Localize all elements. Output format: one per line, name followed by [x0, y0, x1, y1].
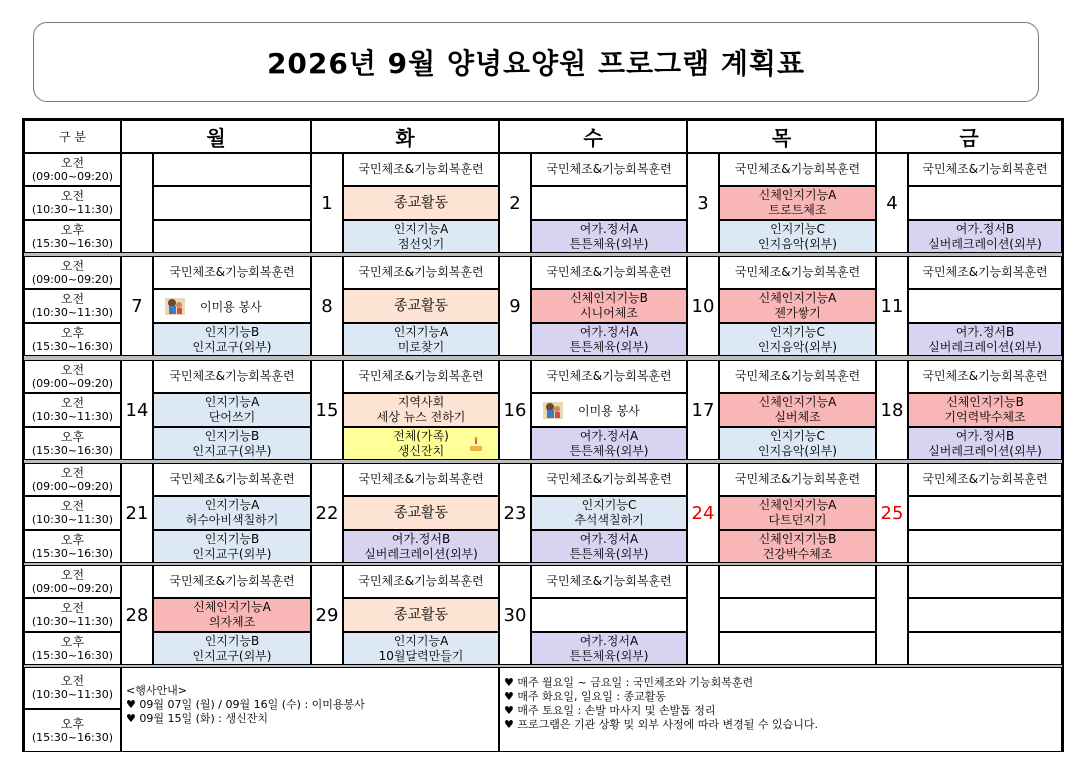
- program-cell: [908, 463, 1062, 496]
- time-slot-time: (10:30~11:30): [31, 688, 114, 701]
- program-text: 실버레크레이션(외부): [364, 546, 478, 561]
- program-cell: [719, 393, 876, 427]
- schedule-table: [22, 118, 1064, 752]
- program-cell: [343, 496, 499, 530]
- header-label-cell: [24, 120, 121, 153]
- title-box: [33, 22, 1039, 102]
- program-text: 건강박수체조: [762, 546, 833, 561]
- program-cell: [531, 463, 687, 496]
- date-number: 14: [125, 399, 149, 421]
- date-number: 1: [321, 192, 333, 214]
- program-text: 인지기능A: [393, 324, 449, 339]
- program-text: 인지기능B: [204, 428, 260, 443]
- program-cell: [153, 632, 311, 665]
- time-slot-cell: [24, 565, 121, 598]
- time-slot-cell: [24, 256, 121, 289]
- date-cell: [311, 463, 343, 563]
- program-cell: [343, 393, 499, 427]
- date-cell: [876, 153, 908, 253]
- program-text: 튼튼체육(외부): [569, 443, 649, 458]
- date-cell: [121, 360, 153, 460]
- program-text: 인지기능B: [204, 324, 260, 339]
- page-title: 2026년 9월 양녕요양원 프로그램 계획표: [266, 47, 806, 80]
- time-slot-time: (09:00~09:20): [31, 479, 114, 493]
- program-text: 실버체조: [774, 410, 821, 424]
- date-cell: [876, 463, 908, 563]
- program-text: 인지기능C: [770, 221, 825, 236]
- program-cell: [719, 186, 876, 220]
- program-cell: [719, 256, 876, 289]
- date-cell: [121, 153, 153, 253]
- time-slot-cell: [24, 632, 121, 665]
- program-text: 인지기능B: [204, 633, 260, 648]
- program-text: 허수아비색칠하기: [185, 513, 279, 527]
- date-number: 23: [503, 502, 527, 524]
- time-slot-time: (09:00~09:20): [31, 581, 114, 595]
- date-number: 25: [880, 502, 904, 524]
- time-slot-name: 오전: [60, 567, 85, 582]
- program-cell: [531, 427, 687, 460]
- program-text: 국민체조&기능회복훈련: [546, 369, 672, 383]
- program-text: 세상 뉴스 전하기: [376, 410, 466, 424]
- program-text: 10월달력만들기: [378, 648, 464, 663]
- program-text: 미로찾기: [397, 339, 445, 354]
- program-text: 신체인지기능B: [946, 395, 1024, 409]
- date-cell: [876, 360, 908, 460]
- date-number: 11: [880, 295, 904, 317]
- time-slot-name: 오전: [60, 189, 85, 203]
- program-text: 신체인지기능A: [758, 188, 837, 202]
- date-cell: [876, 256, 908, 356]
- date-cell: [687, 360, 719, 460]
- program-cell: [719, 289, 876, 323]
- program-text: 젠가쌓기: [774, 306, 821, 320]
- program-cell: [719, 632, 876, 665]
- time-slot-cell: [24, 289, 121, 323]
- program-text: 기억력박수체조: [944, 410, 1026, 424]
- program-cell: [908, 256, 1062, 289]
- program-cell: [719, 323, 876, 356]
- date-number: 30: [503, 604, 527, 626]
- header-day-label: 목: [771, 126, 792, 150]
- time-slot-cell: [24, 463, 121, 496]
- program-text: 국민체조&기능회복훈련: [358, 472, 484, 486]
- program-text: 인지음악(외부): [758, 443, 837, 458]
- time-slot-name: 오후: [60, 532, 85, 547]
- program-text: 인지기능C: [770, 428, 825, 443]
- program-text: 국민체조&기능회복훈련: [546, 162, 672, 176]
- footer-slot-pm: [24, 709, 121, 752]
- footer-slot-am: [24, 667, 121, 709]
- program-cell: [908, 496, 1062, 530]
- program-text: 튼튼체육(외부): [569, 546, 649, 561]
- program-cell: [908, 153, 1062, 186]
- event-item: ♥ 09월 15일 (화) : 생신잔치: [126, 712, 269, 725]
- program-cell: [719, 220, 876, 253]
- program-text: 다트던지기: [768, 513, 827, 527]
- program-text: 여가.정서B: [955, 221, 1015, 236]
- program-cell: [531, 565, 687, 598]
- program-text: 국민체조&기능회복훈련: [546, 574, 672, 588]
- date-cell: [687, 463, 719, 563]
- program-text: 국민체조&기능회복훈련: [734, 162, 861, 176]
- time-slot-name: 오전: [60, 499, 85, 513]
- events-box: [121, 667, 499, 752]
- time-slot-time: (10:30~11:30): [31, 615, 114, 628]
- note-item: ♥ 프로그램은 기관 상황 및 외부 사정에 따라 변경될 수 있습니다.: [504, 718, 818, 731]
- time-slot-name: 오후: [60, 222, 85, 237]
- program-text: 여가.정서B: [955, 324, 1015, 339]
- program-cell: [531, 393, 687, 427]
- time-slot-name: 오전: [60, 465, 85, 480]
- time-slot-cell: [24, 186, 121, 220]
- program-text: 종교활동: [393, 504, 449, 521]
- program-text: 이미용 봉사: [200, 299, 262, 314]
- date-cell: [499, 360, 531, 460]
- program-text: 인지음악(외부): [758, 236, 837, 251]
- program-text: 추석색칠하기: [574, 513, 644, 527]
- program-text: 국민체조&기능회복훈련: [734, 265, 861, 279]
- program-text: 국민체조&기능회복훈련: [358, 162, 484, 176]
- program-cell: [343, 632, 499, 665]
- program-text: 국민체조&기능회복훈련: [734, 369, 861, 383]
- time-slot-time: (10:30~11:30): [31, 306, 114, 319]
- hairdresser-icon: [542, 399, 564, 421]
- time-slot-cell: [24, 323, 121, 356]
- program-cell: [719, 427, 876, 460]
- program-text: 국민체조&기능회복훈련: [358, 265, 484, 279]
- program-cell: [343, 186, 499, 220]
- program-text: 국민체조&기능회복훈련: [169, 265, 295, 279]
- program-cell: [908, 632, 1062, 665]
- date-cell: [121, 256, 153, 356]
- time-slot-name: 오전: [60, 258, 85, 273]
- program-text: 실버레크레이션(외부): [928, 443, 1042, 458]
- date-number: 17: [691, 399, 715, 421]
- program-text: 여가.정서A: [579, 633, 639, 648]
- note-item: ♥ 매주 토요일 : 손발 마사지 및 손발톱 정리: [504, 704, 716, 717]
- program-cell: [908, 360, 1062, 393]
- program-cell: [908, 565, 1062, 598]
- program-text: 튼튼체육(외부): [569, 236, 649, 251]
- program-cell: [153, 530, 311, 563]
- program-text: 인지교구(외부): [192, 546, 272, 561]
- header-label: 구 분: [59, 130, 86, 144]
- date-number: 2: [509, 192, 521, 214]
- program-text: 여가.정서B: [391, 531, 451, 546]
- header-day-label: 금: [959, 126, 979, 150]
- program-cell: [531, 256, 687, 289]
- program-text: 인지기능A: [393, 633, 449, 648]
- program-text: 국민체조&기능회복훈련: [922, 162, 1048, 176]
- header-day-3: [499, 120, 687, 153]
- program-text: 국민체조&기능회복훈련: [169, 472, 295, 486]
- date-cell: [121, 463, 153, 563]
- time-slot-name: 오전: [60, 292, 85, 306]
- program-cell: [153, 393, 311, 427]
- program-cell: [719, 153, 876, 186]
- time-slot-time: (10:30~11:30): [31, 203, 114, 216]
- date-cell: [499, 463, 531, 563]
- program-cell: [719, 530, 876, 563]
- time-slot-time: (15:30~16:30): [31, 546, 114, 560]
- note-item: ♥ 매주 화요일, 일요일 : 종교활동: [504, 690, 667, 703]
- program-text: 신체인지기능B: [570, 291, 648, 305]
- program-cell: [153, 289, 311, 323]
- program-cell: [343, 598, 499, 632]
- time-slot-cell: [24, 530, 121, 563]
- program-cell: [531, 220, 687, 253]
- time-slot-name: 오전: [60, 396, 85, 410]
- program-text: 국민체조&기능회복훈련: [358, 369, 484, 383]
- program-text: 여가.정서A: [579, 428, 639, 443]
- program-text: 이미용 봉사: [578, 403, 640, 418]
- date-cell: [499, 565, 531, 665]
- program-text: 지역사회: [397, 395, 445, 409]
- program-cell: [908, 323, 1062, 356]
- program-text: 신체인지기능A: [758, 498, 837, 512]
- program-cell: [343, 463, 499, 496]
- program-text: 인지기능A: [204, 498, 260, 512]
- time-slot-time: (09:00~09:20): [31, 169, 114, 183]
- time-slot-time: (09:00~09:20): [31, 376, 114, 390]
- date-cell: [687, 153, 719, 253]
- time-slot-name: 오전: [60, 674, 85, 688]
- time-slot-time: (15:30~16:30): [31, 648, 114, 662]
- time-slot-cell: [24, 220, 121, 253]
- time-slot-name: 오후: [60, 716, 85, 731]
- notes-box: [499, 667, 1062, 752]
- program-cell: [343, 565, 499, 598]
- program-cell: [908, 289, 1062, 323]
- program-text: 인지교구(외부): [192, 648, 272, 663]
- time-slot-cell: [24, 496, 121, 530]
- header-day-1: [121, 120, 311, 153]
- program-cell: [153, 256, 311, 289]
- header-day-label: 화: [395, 126, 415, 150]
- program-cell: [719, 360, 876, 393]
- date-number: 16: [503, 399, 527, 421]
- program-text: 시니어체조: [580, 306, 638, 320]
- program-cell: [531, 598, 687, 632]
- date-cell: [499, 256, 531, 356]
- program-text: 국민체조&기능회복훈련: [546, 265, 672, 279]
- program-cell: [531, 186, 687, 220]
- program-cell: [531, 360, 687, 393]
- date-number: 3: [697, 192, 709, 214]
- time-slot-time: (15:30~16:30): [31, 339, 114, 353]
- time-slot-cell: [24, 153, 121, 186]
- program-text: 국민체조&기능회복훈련: [169, 369, 295, 383]
- program-text: 여가.정서A: [579, 324, 639, 339]
- time-slot-name: 오전: [60, 155, 85, 170]
- time-slot-name: 오전: [60, 601, 85, 615]
- program-cell: [908, 427, 1062, 460]
- date-number: 22: [315, 502, 339, 524]
- date-number: 7: [131, 295, 143, 317]
- program-cell: [153, 565, 311, 598]
- time-slot-time: (09:00~09:20): [31, 272, 114, 286]
- program-text: 생신잔치: [397, 443, 445, 458]
- program-text: 의자체조: [208, 615, 256, 629]
- date-cell: [311, 256, 343, 356]
- program-text: 인지교구(외부): [192, 443, 272, 458]
- time-slot-cell: [24, 598, 121, 632]
- date-cell: [876, 565, 908, 665]
- program-cell: [343, 289, 499, 323]
- program-cell: [531, 496, 687, 530]
- program-text: 신체인지기능A: [193, 600, 271, 614]
- program-text: 신체인지기능B: [758, 531, 837, 546]
- time-slot-name: 오후: [60, 325, 85, 340]
- program-text: 종교활동: [393, 194, 449, 211]
- program-text: 국민체조&기능회복훈련: [922, 265, 1048, 279]
- program-cell: [153, 427, 311, 460]
- time-slot-time: (15:30~16:30): [31, 236, 114, 250]
- hairdresser-icon: [164, 295, 186, 317]
- program-text: 인지기능A: [204, 395, 260, 409]
- events-title: <행사안내>: [126, 684, 187, 697]
- date-number: 18: [880, 399, 904, 421]
- time-slot-time: (10:30~11:30): [31, 513, 114, 526]
- program-text: 종교활동: [393, 297, 449, 314]
- program-text: 튼튼체육(외부): [569, 648, 649, 663]
- date-number: 9: [509, 295, 521, 317]
- header-day-label: 월: [206, 126, 226, 150]
- time-slot-name: 오전: [60, 362, 85, 377]
- program-cell: [719, 463, 876, 496]
- time-slot-cell: [24, 393, 121, 427]
- program-cell: [719, 565, 876, 598]
- program-text: 신체인지기능A: [758, 395, 837, 409]
- program-cell: [153, 598, 311, 632]
- program-cell: [153, 220, 311, 253]
- program-text: 인지기능C: [581, 498, 637, 512]
- program-text: 국민체조&기능회복훈련: [734, 472, 861, 486]
- time-slot-time: (15:30~16:30): [31, 730, 114, 744]
- program-text: 국민체조&기능회복훈련: [169, 574, 295, 588]
- program-cell: [343, 220, 499, 253]
- date-cell: [121, 565, 153, 665]
- date-cell: [499, 153, 531, 253]
- program-cell: [343, 530, 499, 563]
- time-slot-cell: [24, 360, 121, 393]
- program-cell: [153, 153, 311, 186]
- date-cell: [311, 153, 343, 253]
- program-cell: [153, 360, 311, 393]
- program-text: 국민체조&기능회복훈련: [358, 574, 484, 588]
- program-text: 점선잇기: [397, 236, 445, 251]
- note-item: ♥ 매주 월요일 ~ 금요일 : 국민체조와 기능회복훈련: [504, 676, 754, 689]
- program-cell: [153, 323, 311, 356]
- header-day-5: [876, 120, 1062, 153]
- date-cell: [311, 360, 343, 460]
- program-text: 트로트체조: [768, 203, 827, 217]
- program-text: 국민체조&기능회복훈련: [922, 472, 1048, 486]
- time-slot-cell: [24, 427, 121, 460]
- date-number: 24: [691, 502, 715, 524]
- program-cell: [908, 393, 1062, 427]
- program-cell: [531, 530, 687, 563]
- program-text: 국민체조&기능회복훈련: [546, 472, 672, 486]
- program-text: 실버레크레이션(외부): [928, 236, 1042, 251]
- program-cell: [908, 598, 1062, 632]
- program-text: 튼튼체육(외부): [569, 339, 649, 354]
- program-cell: [343, 256, 499, 289]
- program-cell: [719, 598, 876, 632]
- date-cell: [687, 565, 719, 665]
- program-cell: [153, 186, 311, 220]
- program-text: 인지기능A: [393, 221, 449, 236]
- date-number: 15: [315, 399, 339, 421]
- date-number: 8: [321, 295, 333, 317]
- time-slot-time: (10:30~11:30): [31, 410, 114, 423]
- program-cell: [531, 323, 687, 356]
- program-text: 여가.정서B: [955, 428, 1015, 443]
- program-cell: [719, 496, 876, 530]
- program-text: 인지음악(외부): [758, 339, 837, 354]
- date-cell: [687, 256, 719, 356]
- header-day-2: [311, 120, 499, 153]
- program-cell: [343, 427, 499, 460]
- program-text: 인지교구(외부): [192, 339, 272, 354]
- date-number: 10: [691, 295, 715, 317]
- program-cell: [153, 463, 311, 496]
- program-text: 여가.정서A: [579, 221, 639, 236]
- program-cell: [908, 220, 1062, 253]
- date-number: 28: [125, 604, 149, 626]
- program-cell: [531, 153, 687, 186]
- program-text: 종교활동: [393, 606, 449, 623]
- date-number: 4: [886, 192, 898, 214]
- time-slot-time: (15:30~16:30): [31, 443, 114, 457]
- program-text: 전체(가족): [393, 428, 449, 443]
- program-text: 인지기능C: [770, 324, 825, 339]
- header-day-label: 수: [583, 126, 603, 150]
- date-cell: [311, 565, 343, 665]
- program-text: 인지기능B: [204, 531, 260, 546]
- date-number: 29: [315, 604, 339, 626]
- program-cell: [343, 323, 499, 356]
- program-cell: [908, 186, 1062, 220]
- program-cell: [908, 530, 1062, 563]
- program-text: 여가.정서A: [579, 531, 639, 546]
- event-item: ♥ 09월 07일 (월) / 09월 16일 (수) : 이미용봉사: [126, 698, 365, 711]
- program-text: 실버레크레이션(외부): [928, 339, 1042, 354]
- program-cell: [343, 153, 499, 186]
- date-number: 21: [125, 502, 149, 524]
- time-slot-name: 오후: [60, 634, 85, 649]
- program-cell: [153, 496, 311, 530]
- program-cell: [343, 360, 499, 393]
- header-day-4: [687, 120, 876, 153]
- program-text: 국민체조&기능회복훈련: [922, 369, 1048, 383]
- time-slot-name: 오후: [60, 429, 85, 444]
- program-cell: [531, 289, 687, 323]
- program-text: 단어쓰기: [208, 410, 256, 424]
- program-text: 신체인지기능A: [758, 291, 837, 305]
- cake-icon: [468, 436, 484, 456]
- program-cell: [531, 632, 687, 665]
